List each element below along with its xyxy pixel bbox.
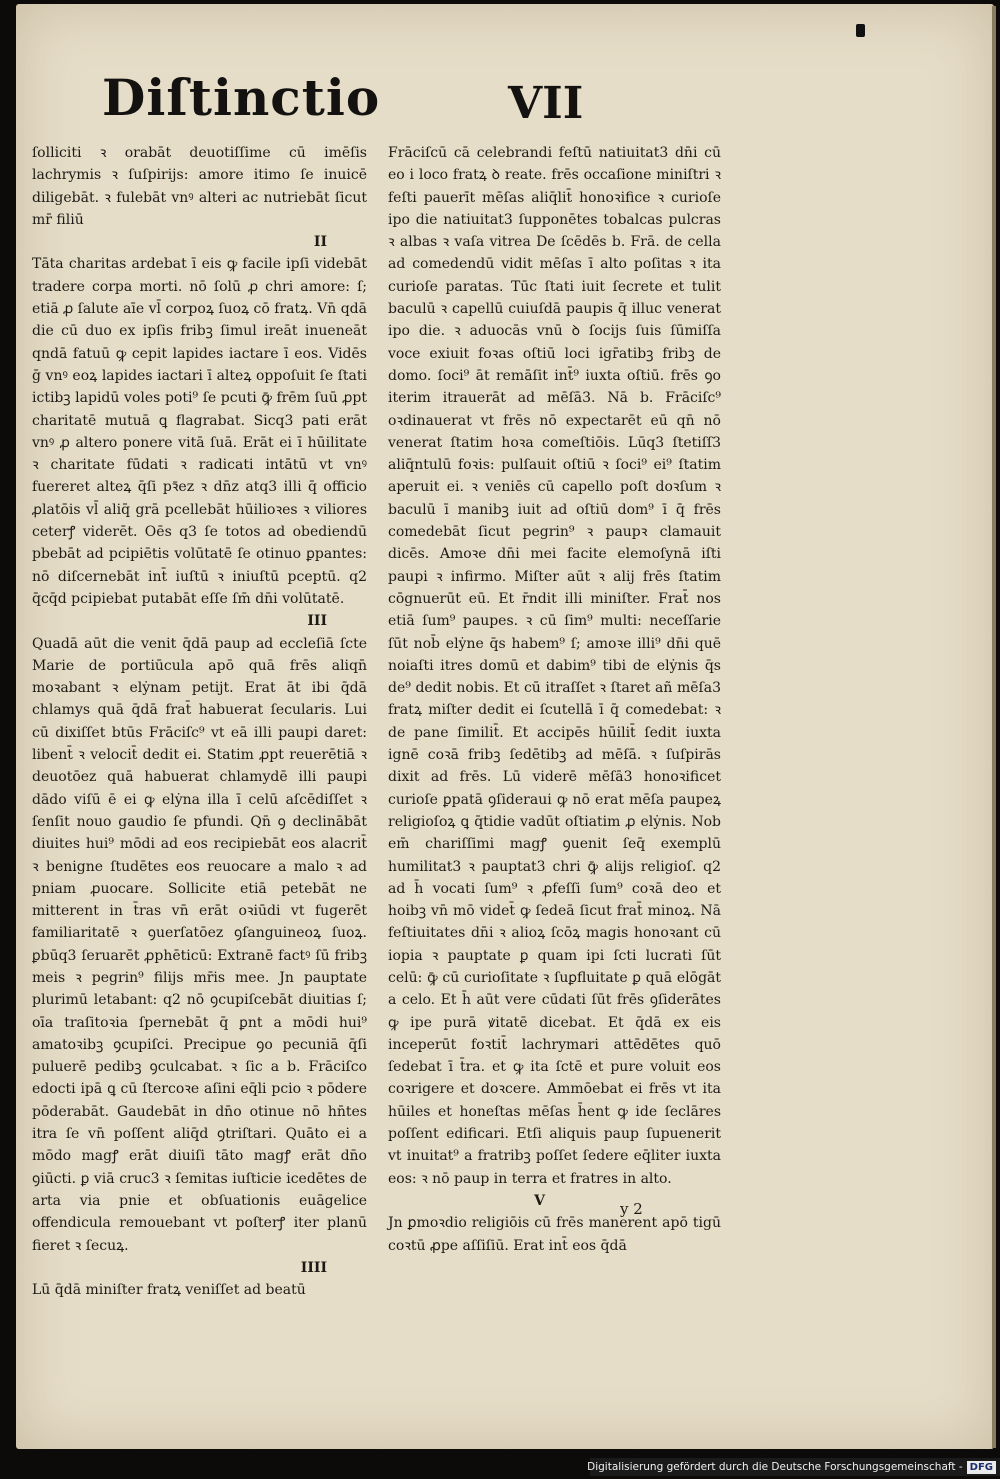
signature-mark: y 2 <box>620 1200 643 1218</box>
section-number-iii: III <box>307 613 327 630</box>
left-text-column <box>32 142 367 1301</box>
right-paragraph-1: Frāciſcū cā celebrandi feſtū natiuitat3 dn̄i cū eo i loco fratꝝ ꝺ reate. frēs occaſione miniſtri ꝛ feſti pauerīt mēſas aliq̄lit̄ honoꝛifice ꝛ curioſe ipo die natiuitat3 ſupponētes tobalcas pulcras ꝛ albas ꝛ vaſa vitrea De ſcēdēs b. Frā. de cella ad comedendū vidit mēſas ī alto poſitas ꝛ ita curioſe paratas. Tūc ſtati iuit ſecrete et tulit baculū ꝛ capellū cuiuſdā paupis q̄ illuc venerat ipo die. ꝛ aduocās vnū ꝺ ſocijs ſuis ſūmiſſa voce exiuit foꝛas oſtiū loci igr̄atibꝫ fribꝫ de domo. ſoci⁹ āt remāſit int̄⁹ iuxta oſtiū. frēs ꝯo iterim itrauerāt ad mēſā3. Nā b. Frāciſc⁹ oꝛdinauerat vt frēs nō expectarēt eū qn̄ nō venerat ſtatim hoꝛa comeſtiōis. Lūq3 ſtetiſſ3 aliq̄ntulū foꝛis: pulſauit oſtiū ꝛ ſoci⁹ ei⁹ ſtatim aperuit ei. ꝛ veniēs cū capello poſt doꝛſum ꝛ baculū ī manibꝫ iuit ad oſtiū dom⁹ ī q̄ frēs comedebāt ſicut pegrin⁹ ꝛ paupꝛ clamauit dicēs. Amoꝛe dn̄i mei facite elemoſynā iſti paupi ꝛ infirmo. Miſter aūt ꝛ alij frēs ſtatim cōgnuerūt eū. Et r̄ndit illi miniſter. Frat̄ nos etiā ſum⁹ paupes. ꝛ cū ſim⁹ multi: neceſſarie ſūt nob̄ elẏne q̄s habem⁹ ſ; amoꝛe illi⁹ dn̄i quē noiaſti itres domū et dabim⁹ tibi de elẏnis q̄s de⁹ dedit nobis. Et cū itraſſet ꝛ ſtaret añ mēſa3 fratꝝ miſter dedit ei ſcutellā ī q̄ comedebat: ꝛ de pane ſimilit̄. Et accipēs hūilit̄ ſedit iuxta ignē coꝛā fribꝫ ſedētibꝫ ad mēſā. ꝛ ſuſpirās dixit ad frēs. Lū viderē mēſā3 honoꝛificet curioſe ꝑpatā ꝯſideraui ꝙ nō erat mēſa paupeꝝ religioſoꝝ ꝗ q̄tidie vadūt oſtiatim ꝓ elẏnis. Nob em̄ chariſſimi magꝭ ꝯuenit ſeq̄ exemplū humilitat3 ꝛ pauptat3 chri ꝙ̄ alijs religioſ. q2 ad h̄ vocati ſum⁹ ꝛ ꝓfeſſi ſum⁹ coꝛā deo et hoibꝫ vn̄ mō videt̄ ꝙ ſedeā ſicut frat̄ minoꝝ. Nā feſtiuitates dn̄i ꝛ alioꝝ ſcōꝝ magis honoꝛant cū iopia ꝛ pauptate ꝑ quam ipi ſcti lucrati ſūt celū: ꝙ̄ cū curioſitate ꝛ ſuꝑfluitate ꝑ quā elōgāt a celo. Et h̄ aūt vere cūdati ſūt frēs ꝯſiderātes ꝙ ipe purā ꝟitatē dicebat. Et q̄dā ex eis inceperūt foꝛtit̄ lachrymari attēdētes quō ſedebat ī t̄ra. et ꝙ ita ſctē et pure voluit eos coꝛrigere et doꝛcere. Ammōebat ei frēs vt ita hūiles et honeſtas mēſas h̄ent ꝙ ide ſeclāres poſſent edificari. Etſi aliquis paup ſupuenerit vt inuitat⁹ a fratribꝫ poſſet ſedere eq̄liter iuxta eos: ꝛ nō paup in terra et fratres in alto. <box>388 145 721 1187</box>
section-number-ii: II <box>313 234 327 251</box>
left-paragraph-4: Lū q̄dā miniſter fratꝝ veniſſet ad beatū <box>32 1282 306 1299</box>
section-number-v: V <box>534 1192 545 1209</box>
left-paragraph-3: Quadā aūt die venit q̄dā paup ad eccleſiā ſcte Marie de portiūcula apō quā frēs aliqn̄ moꝛabant ꝛ elẏnam petijt. Erat āt ibi q̄dā chlamys quā q̄dā frat̄ habuerat ſecularis. Lui cū dixiſſet btūs Frāciſc⁹ vt eā illi paupi daret: libent̄ ꝛ velocit̄ dedit ei. Statim ꝓpt reuerētiā ꝛ deuotōez quā habuerat chlamydē illi paupi dādo viſū ē ei ꝙ elẏna illa ī celū aſcēdiſſet ꝛ ſenſit nouo gaudio ſe pfundi. Qn̄ ꝯ declinābāt diuites hui⁹ mōdi ad eos recipiebāt eos alacrit̄ ꝛ benigne ſtudētes eos reuocare a malo ꝛ ad pniam ꝓuocare. Sollicite etiā petebāt ne mitterent in t̄ras vn̄ erāt oꝛiūdi vt fugerēt familiaritatē ꝛ ꝯuerſatōez ꝯſanguineoꝝ ſuoꝝ. ꝑbūq3 ſeruarēt ꝓphēticū: Extranē factꝰ ſū fribꝫ meis ꝛ pegrin⁹ filijs mr̄is mee. Jn pauptate plurimū letabant: q2 nō ꝯcupiſcebāt diuitias ſ; oīa traſitoꝛia ſpernebāt q̄ ꝑnt a mōdi hui⁹ amatoꝛibꝫ ꝯcupiſci. Precipue ꝯo pecuniā q̄ſi puluerē pedibꝫ ꝯculcabat. ꝛ ſic a b. Frāciſco edocti ipā ꝗ cū ſtercoꝛe aſini eq̄li pcio ꝛ pōdere pōderabāt. Gaudebāt in dn̄o otinue nō hn̄tes itra ſe vn̄ poſſent aliq̄d ꝯtriſtari. Quāto ei a mōdo magꝭ erāt diuiſi tāto magꝭ erāt dn̄o ꝯiūcti. ꝑ viā cruc3 ꝛ ſemitas iuſticie icedētes de arta via pnie et obſuationis euāgelice offendicula remouebant vt poſterꝭ iter planū fieret ꝛ ſecuꝝ. <box>32 635 367 1254</box>
left-paragraph-1: ſolliciti ꝛ orabāt deuotiſſime cū imēſis lachrymis ꝛ ſuſpirijs: amore itimo ſe inuicē diligebāt. ꝛ fulebāt vnꝰ alteri ac nutriebāt ſicut mr̄ filiū <box>32 145 367 228</box>
right-text-column <box>388 142 721 1257</box>
corner-ink-mark <box>856 24 865 37</box>
footer-credit-text: Digitalisierung gefördert durch die Deutsche Forschungsgemeinschaft - <box>587 1461 963 1473</box>
footer-bar <box>587 1458 1000 1476</box>
section-number-iiii: IIII <box>300 1259 327 1276</box>
right-paragraph-2: Jn ꝑmoꝛdio religiōis cū frēs manerent apō tigū coꝛtū ꝓpe aſſiſiū. Erat int̄ eos q̄dā <box>388 1215 721 1254</box>
running-head-chapter: VII <box>508 78 584 129</box>
left-paragraph-2: Tāta charitas ardebat ī eis ꝙ facile ipſi videbāt tradere corpa morti. nō ſolū ꝓ chri amore: ſ; etiā ꝓ ſalute aīe vl̄ corpoꝝ ſuoꝝ cō fratꝝ. Vn̄ qdā die cū duo ex ipſis fribꝫ ſimul ireāt inueneāt qndā fatuū ꝙ cepit lapides iactare ī eos. Vidēs ḡ vnꝰ eoꝝ lapides iactari ī alteꝝ oppoſuit ſe ſtati ictibꝫ lapidū voles poti⁹ ſe pcuti ꝙ̄ frēm ſuū ꝓpt charitatē mutuā ꝗ flagrabat. Sicq3 pati erāt vnꝰ ꝓ altero ponere vitā ſuā. Erāt ei ī hūilitate ꝛ charitate fūdati ꝛ radicati intātū vt vnꝰ fuereret alteꝝ q̄ſi pꝛ̄ez ꝛ dn̄z atq3 illi q̄ officio ꝓlatōis vl̄ aliq̄ grā pcellebāt hūilioꝛes ꝛ viliores ceterꝭ viderēt. Oēs q3 ſe totos ad obediendū pbebāt ad pcipiētis volūtatē ſe otinuo ꝑpantes: nō diſcernebāt int̄ iuſtū ꝛ iniuſtū pceptū. q2 q̄cq̄d pcipiebat putabāt eſſe ſm̄ dn̄i volūtatē. <box>32 256 367 607</box>
running-head-title: Diſtinctio <box>102 68 381 127</box>
page-edge <box>992 6 996 1448</box>
dfg-logo-icon: DFG <box>967 1461 996 1474</box>
